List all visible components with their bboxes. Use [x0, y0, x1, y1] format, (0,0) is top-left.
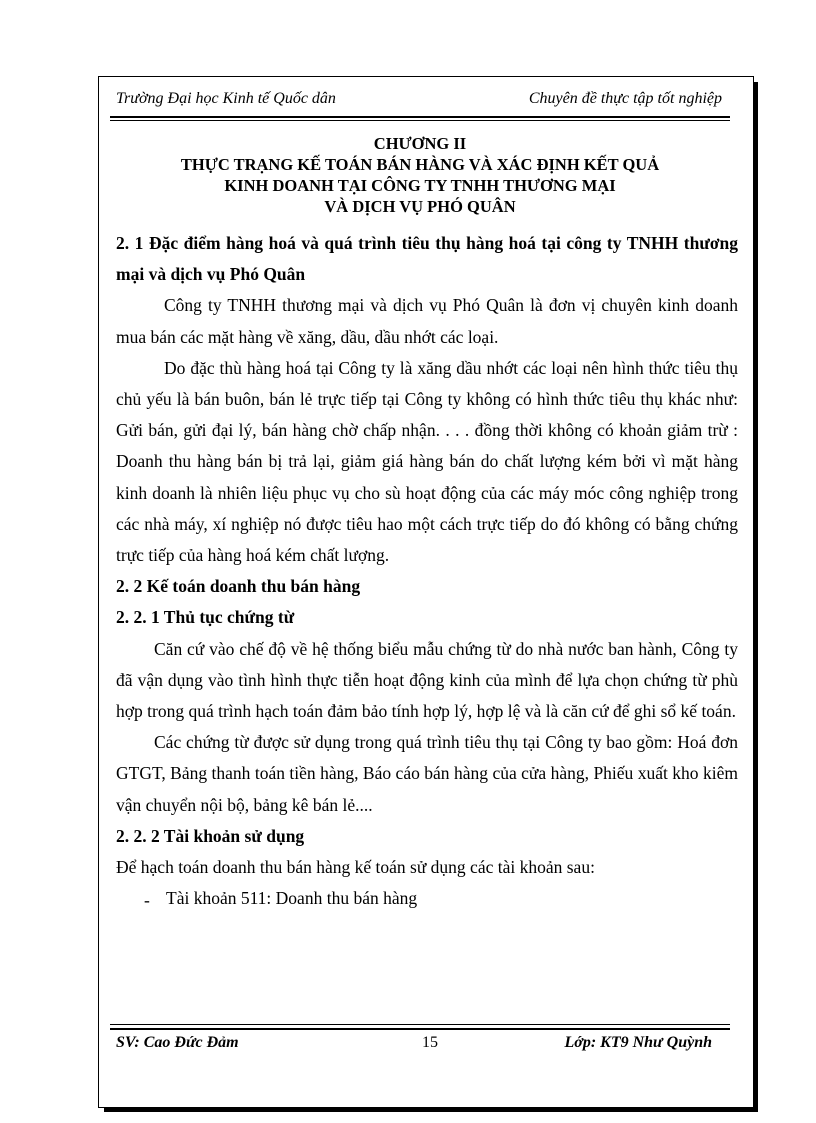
chapter-title-line: VÀ DỊCH VỤ PHÓ QUÂN — [324, 197, 516, 216]
paragraph: Công ty TNHH thương mại và dịch vụ Phó Quân là đơn vị chuyên kinh doanh mua bán các mặt hàng về xăng, dầu, dầu nhớt các loại. — [116, 295, 738, 347]
subsection-heading-2-2-1: 2. 2. 1 Thủ tục chứng từ — [116, 607, 295, 628]
page-footer — [116, 1034, 722, 1058]
paragraph: Căn cứ vào chế độ về hệ thống biểu mẫu chứng từ do nhà nước ban hành, Công ty đã vận dụng vào tình hình thực tiễn hoạt động kinh của mình để lựa chọn chứng từ phù hợp trong quá trình hạch toán đảm bảo tính hợp lý, hợp lệ và là căn cứ để ghi sổ kế toán. — [116, 638, 738, 722]
header-rule-thin — [110, 120, 730, 121]
header-rule — [110, 116, 730, 118]
chapter-title-line: KINH DOANH TẠI CÔNG TY TNHH THƯƠNG MẠI — [224, 176, 616, 195]
footer-rule-thin — [110, 1024, 730, 1025]
footer-student: SV: Cao Đức Đảm — [116, 1034, 239, 1051]
section-heading-2-1: 2. 1 Đặc điểm hàng hoá và quá trình tiêu thụ hàng hoá tại công ty TNHH thương mại và dịch vụ Phó Quân — [116, 233, 738, 285]
footer-rule — [110, 1028, 730, 1030]
paragraph: Các chứng từ được sử dụng trong quá trình tiêu thụ tại Công ty bao gồm: Hoá đơn GTGT, Bảng thanh toán tiền hàng, Báo cáo bán hàng của cửa hàng, Phiếu xuất kho kiêm vận chuyển nội bộ, bảng kê bán lẻ.... — [116, 732, 738, 815]
page-header — [116, 90, 722, 116]
bullet-dash: - — [144, 890, 150, 911]
footer-class: Lớp: KT9 Như Quỳnh — [564, 1034, 712, 1051]
page-body — [116, 228, 738, 914]
chapter-label: CHƯƠNG II — [373, 134, 467, 153]
subsection-heading-2-2-2: 2. 2. 2 Tài khoản sử dụng — [116, 825, 305, 846]
list-item — [116, 883, 738, 914]
chapter-title — [110, 133, 730, 217]
header-document-type: Chuyên đề thực tập tốt nghiệp — [528, 90, 722, 107]
page-number: 15 — [422, 1034, 438, 1051]
section-heading-2-2: 2. 2 Kế toán doanh thu bán hàng — [116, 576, 361, 597]
paragraph: Do đặc thù hàng hoá tại Công ty là xăng dầu nhớt các loại nên hình thức tiêu thụ chủ yếu là bán buôn, bán lẻ trực tiếp tại Công ty không có hình thức tiêu thụ khác như: Gửi bán, gửi đại lý, bán hàng chờ chấp nhận. . . . đồng thời không có khoản giảm trừ : Doanh thu hàng bán bị trả lại, giảm giá hàng bán do chất lượng kém bởi vì mặt hàng kinh doanh là nhiên liệu phục vụ cho sù hoạt động của các máy móc công nghiệp trong các nhà máy, xí nghiệp nó được tiêu hao một cách trực tiếp do đó không có bằng chứng trực tiếp của hàng hoá kém chất lượng. — [116, 357, 738, 566]
chapter-title-line: THỰC TRẠNG KẾ TOÁN BÁN HÀNG VÀ XÁC ĐỊNH KẾT QUẢ — [180, 155, 660, 174]
header-university: Trường Đại học Kinh tế Quốc dân — [116, 90, 336, 107]
paragraph: Để hạch toán doanh thu bán hàng kế toán sử dụng các tài khoản sau: — [116, 857, 595, 878]
list-item-text: Tài khoản 511: Doanh thu bán hàng — [166, 888, 418, 909]
